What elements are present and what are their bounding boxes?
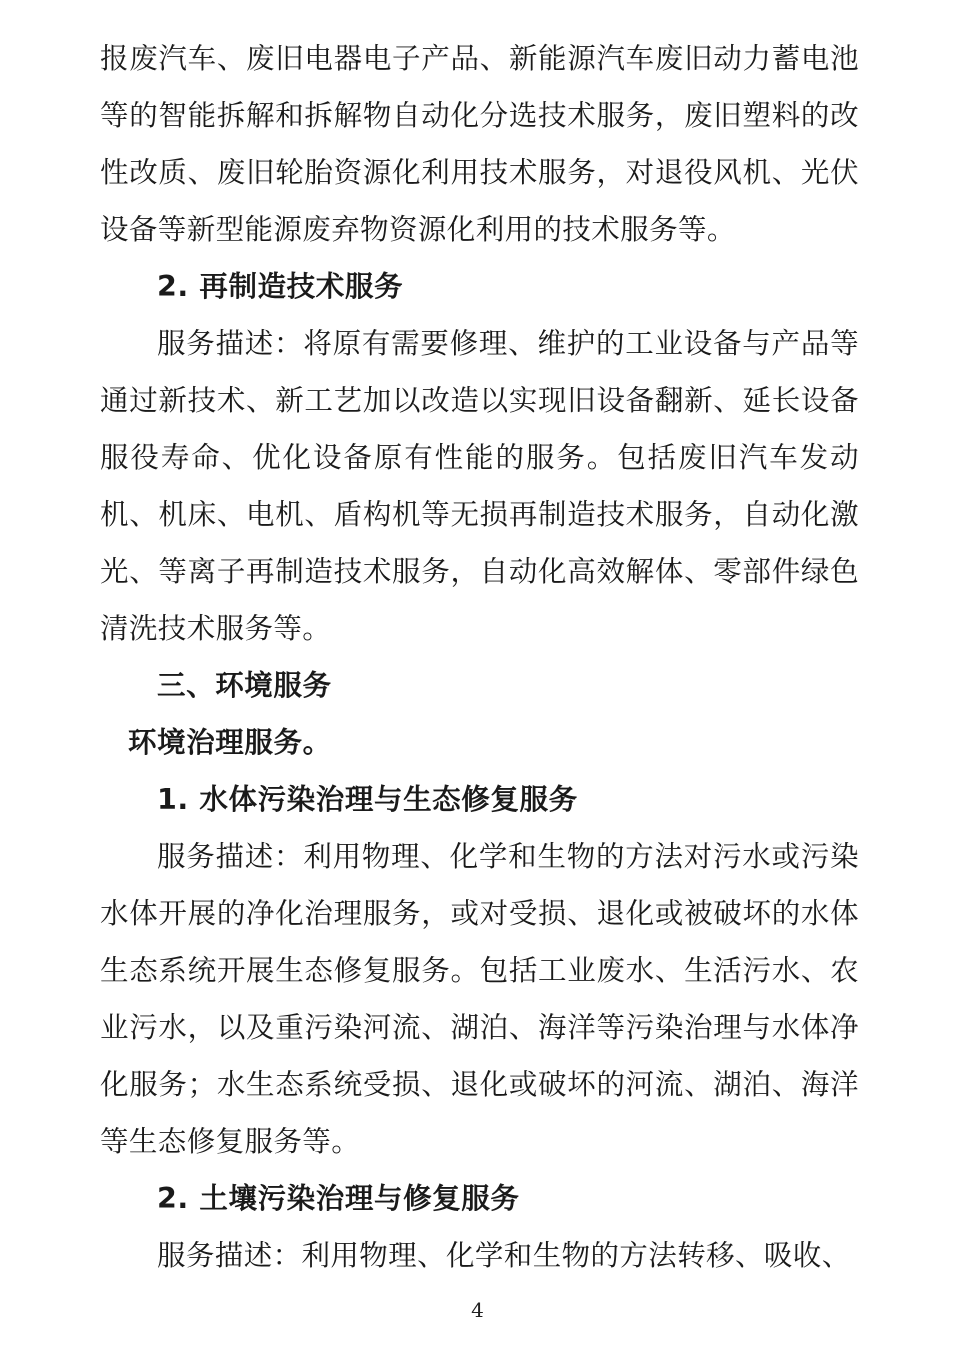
heading-water-pollution-service: 1. 水体污染治理与生态修复服务: [157, 783, 578, 816]
heading-soil-pollution-service: 2. 土壤污染治理与修复服务: [157, 1182, 520, 1215]
heading-remanufacturing-tech-service: 2. 再制造技术服务: [157, 270, 404, 303]
heading-environmental-services: 三、环境服务: [157, 669, 332, 702]
paragraph-soil-pollution-description: 服务描述：利用物理、化学和生物的方法转移、吸收、: [157, 1239, 851, 1272]
page-number: 4: [471, 1298, 484, 1322]
paragraph-water-pollution-description: 服务描述：利用物理、化学和生物的方法对污水或污染水体开展的净化治理服务，或对受损、退化或被破坏的水体生态系统开展生态修复服务。包括工业废水、生活污水、农业污水，以及重污染河流、湖泊、海洋等污染治理与水体净化服务；水生态系统受损、退化或破坏的河流、湖泊、海洋等生态修复服务等。: [100, 840, 859, 1158]
paragraph-dismantling-tech: 报废汽车、废旧电器电子产品、新能源汽车废旧动力蓄电池等的智能拆解和拆解物自动化分选技术服务，废旧塑料的改性改质、废旧轮胎资源化利用技术服务，对退役风机、光伏设备等新型能源废弃物资源化利用的技术服务等。: [100, 42, 859, 246]
paragraph-remanufacturing-description: 服务描述：将原有需要修理、维护的工业设备与产品等通过新技术、新工艺加以改造以实现旧设备翻新、延长设备服役寿命、优化设备原有性能的服务。包括废旧汽车发动机、机床、电机、盾构机等无损再制造技术服务，自动化激光、等离子再制造技术服务，自动化高效解体、零部件绿色清洗技术服务等。: [100, 327, 859, 645]
heading-environmental-governance-service: 环境治理服务。: [128, 726, 332, 759]
